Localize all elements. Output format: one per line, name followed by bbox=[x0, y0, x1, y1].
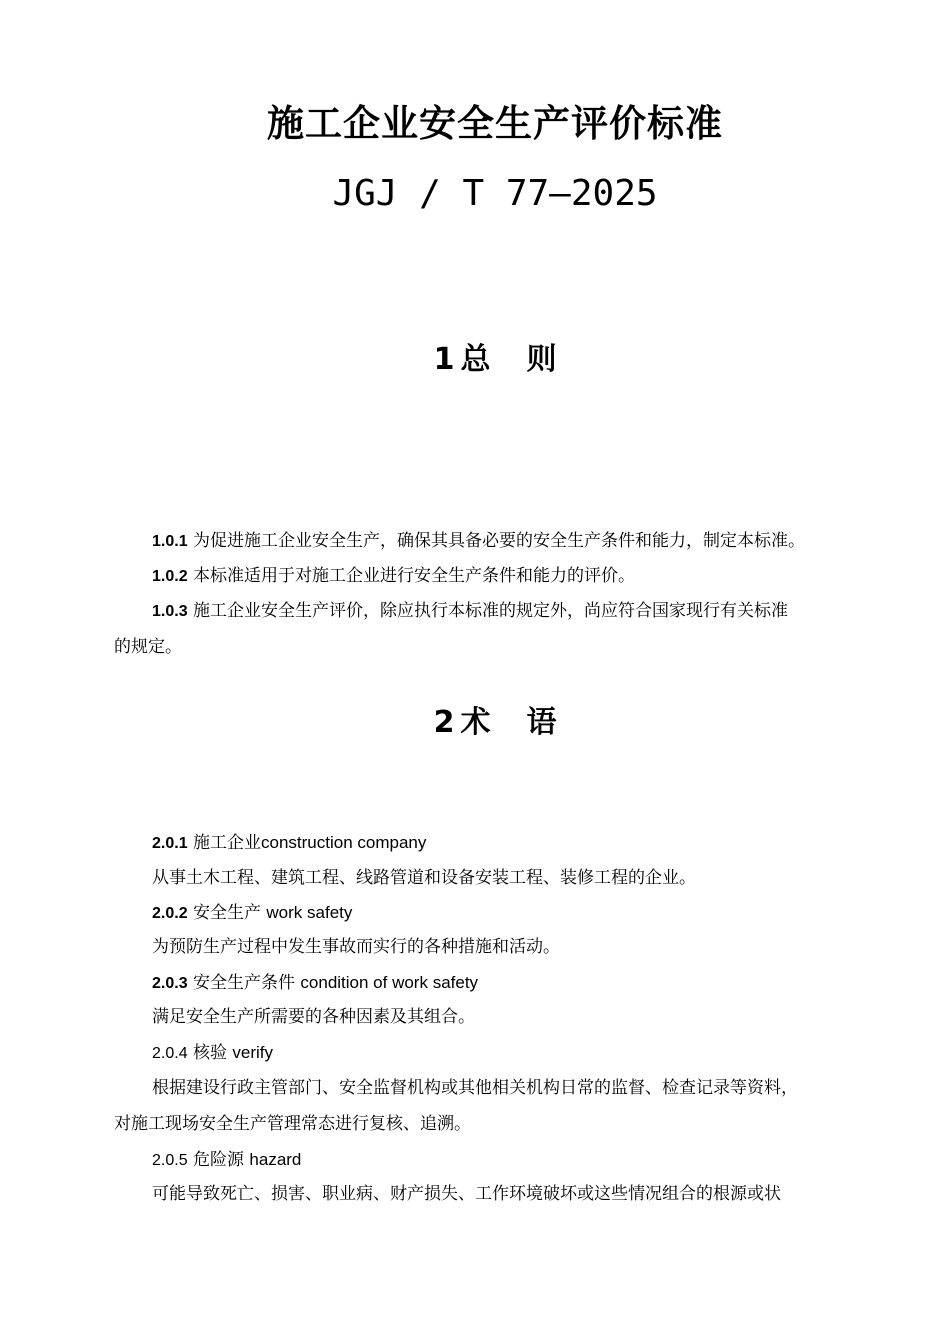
clause-number: 2.0.3 bbox=[152, 975, 188, 992]
term-2-0-5-heading bbox=[114, 1142, 884, 1178]
section-1-heading bbox=[0, 340, 950, 380]
term-english: verify bbox=[232, 1043, 274, 1062]
term-name: 施工企业 bbox=[193, 833, 261, 853]
document-code: JGJ / T 77—2025 bbox=[332, 173, 658, 214]
clause-number: 1.0.2 bbox=[152, 568, 188, 585]
term-definition: 可能导致死亡、损害、职业病、财产损失、工作环境破坏或这些情况组合的根源或状 bbox=[152, 1184, 781, 1204]
term-name: 安全生产条件 bbox=[193, 973, 295, 993]
term-name: 安全生产 bbox=[193, 903, 261, 923]
term-definition: 对施工现场安全生产管理常态进行复核、追溯。 bbox=[114, 1114, 471, 1134]
term-definition: 根据建设行政主管部门、安全监督机构或其他相关机构日常的监督、检查记录等资料， bbox=[152, 1078, 798, 1098]
clause-number: 2.0.1 bbox=[152, 835, 188, 852]
term-2-0-4-definition-continuation bbox=[114, 1107, 884, 1142]
clause-number: 2.0.4 bbox=[152, 1045, 188, 1062]
document-title: 施工企业安全生产评价标准 bbox=[267, 102, 723, 145]
term-name: 危险源 bbox=[193, 1150, 244, 1170]
term-2-0-3-heading bbox=[114, 965, 884, 1001]
term-definition: 从事土木工程、建筑工程、线路管道和设备安装工程、装修工程的企业。 bbox=[152, 868, 696, 888]
clause-text: 施工企业安全生产评价，除应执行本标准的规定外，尚应符合国家现行有关标准 bbox=[193, 601, 788, 621]
section-number: 1 bbox=[433, 342, 455, 377]
clause-number: 2.0.2 bbox=[152, 905, 188, 922]
clause-text: 为促进施工企业安全生产，确保其具备必要的安全生产条件和能力，制定本标准。 bbox=[193, 531, 805, 551]
clause-1-0-1 bbox=[114, 524, 884, 559]
section-title-char: 总 bbox=[460, 342, 491, 377]
term-2-0-1-heading bbox=[114, 825, 884, 861]
term-2-0-4-definition bbox=[114, 1071, 884, 1106]
term-2-0-2-definition bbox=[114, 930, 884, 965]
term-english: work safety bbox=[266, 903, 353, 922]
term-english: hazard bbox=[249, 1150, 302, 1169]
term-2-0-4-heading bbox=[114, 1035, 884, 1071]
term-definition: 满足安全生产所需要的各种因素及其组合。 bbox=[152, 1007, 475, 1027]
section-title-char: 语 bbox=[526, 705, 557, 740]
section-2-heading bbox=[0, 703, 950, 743]
clause-text: 的规定。 bbox=[114, 637, 182, 657]
section-title-char: 则 bbox=[526, 342, 557, 377]
clause-number: 1.0.3 bbox=[152, 603, 188, 620]
term-definition: 为预防生产过程中发生事故而实行的各种措施和活动。 bbox=[152, 937, 560, 957]
term-name: 核验 bbox=[193, 1043, 227, 1063]
clause-text: 本标准适用于对施工企业进行安全生产条件和能力的评价。 bbox=[193, 566, 635, 586]
term-english: condition of work safety bbox=[300, 973, 479, 992]
term-2-0-5-definition bbox=[114, 1177, 884, 1212]
term-english: construction company bbox=[261, 833, 427, 852]
term-2-0-1-definition bbox=[114, 861, 884, 896]
clause-1-0-3 bbox=[114, 594, 884, 629]
clause-number: 1.0.1 bbox=[152, 533, 188, 550]
section-number: 2 bbox=[433, 705, 455, 740]
clause-1-0-2 bbox=[114, 559, 884, 594]
section-title-char: 术 bbox=[460, 705, 491, 740]
clause-1-0-3-continuation bbox=[114, 630, 884, 665]
clause-number: 2.0.5 bbox=[152, 1152, 188, 1169]
term-2-0-3-definition bbox=[114, 1000, 884, 1035]
term-2-0-2-heading bbox=[114, 895, 884, 931]
